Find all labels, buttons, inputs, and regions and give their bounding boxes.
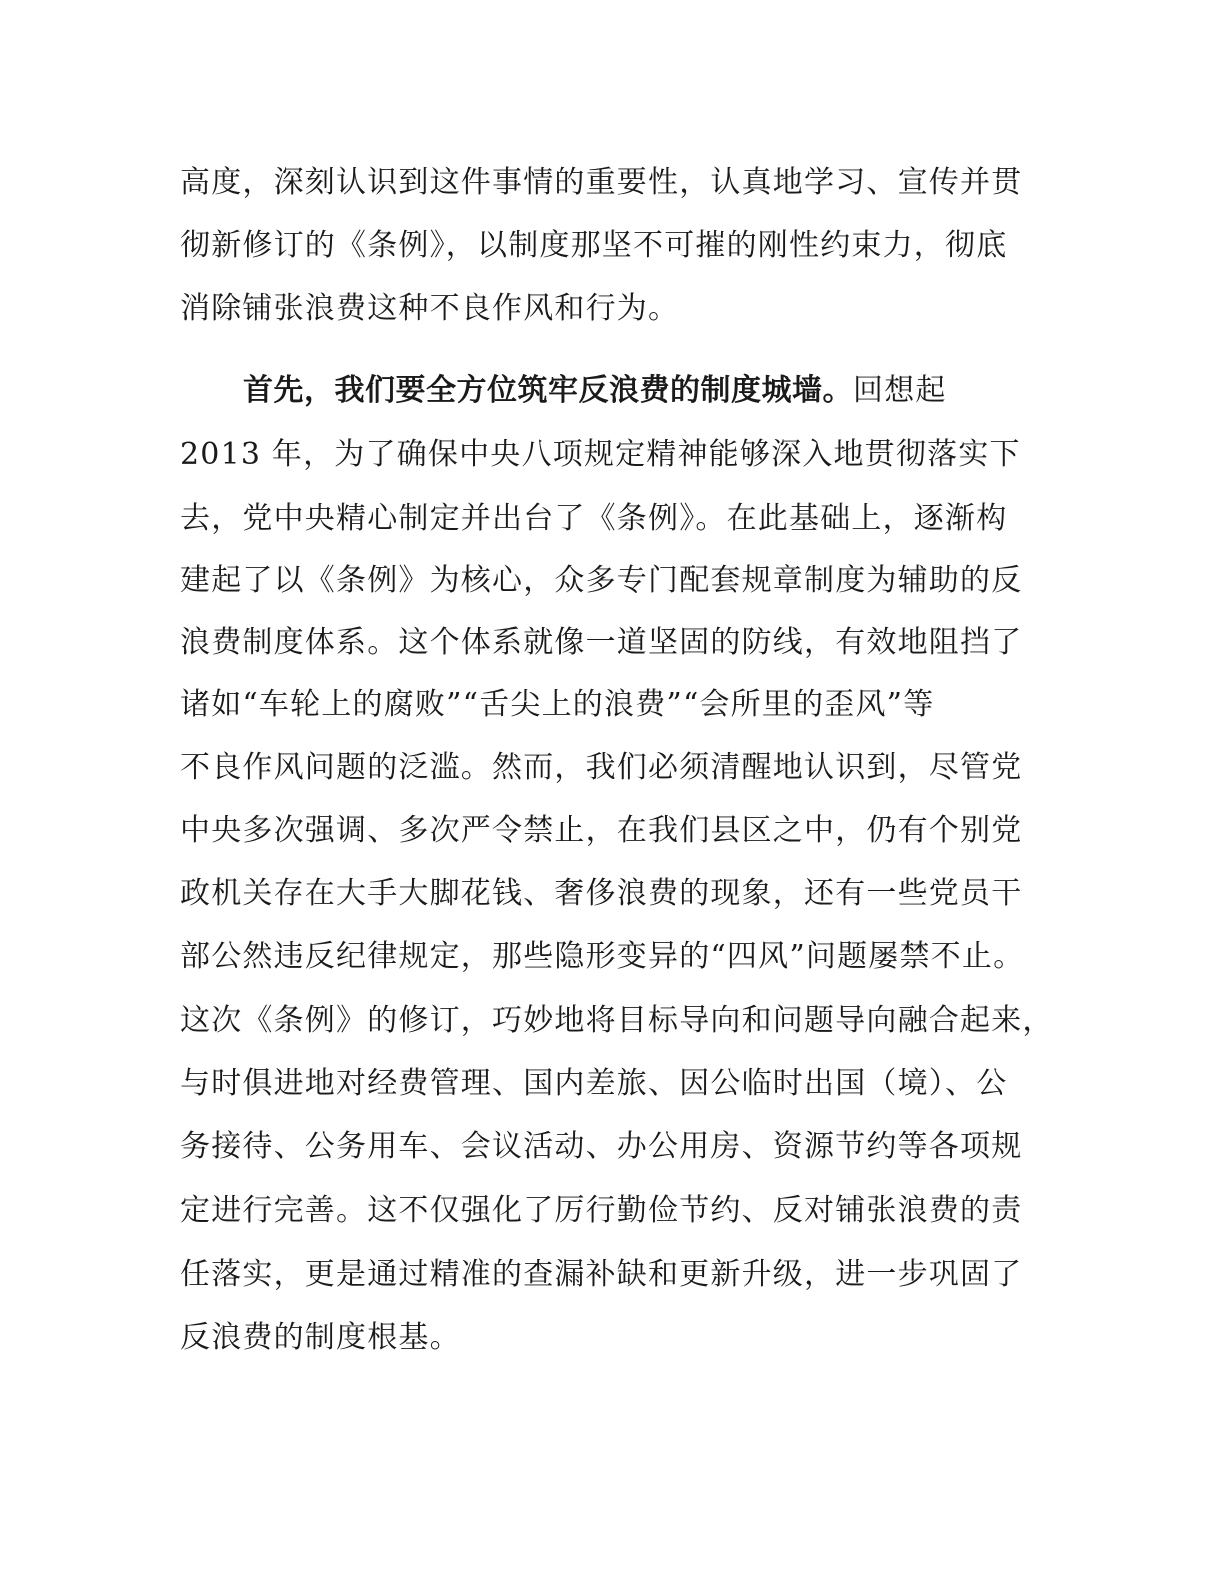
paragraph-2-line-13: 务接待、公务用车、会议活动、办公用房、资源节约等各项规 — [180, 1129, 1023, 1164]
paragraph-2-line-12: 与时俱进地对经费管理、国内差旅、因公临时出国（境）、公 — [180, 1066, 1008, 1101]
paragraph-2-line-4: 建起了以《条例》为核心，众多专门配套规章制度为辅助的反 — [180, 563, 1023, 598]
paragraph-2-line-3: 去，党中央精心制定并出台了《条例》。在此基础上，逐渐构 — [180, 501, 1008, 536]
paragraph-2-line-7: 不良作风问题的泛滥。然而，我们必须清醒地认识到，尽管党 — [180, 750, 1023, 785]
paragraph-1-line-3: 消除铺张浪费这种不良作风和行为。 — [180, 291, 680, 326]
paragraph-2-line-1 — [243, 366, 947, 416]
paragraph-2-line-15: 任落实，更是通过精准的查漏补缺和更新升级，进一步巩固了 — [180, 1257, 1023, 1292]
paragraph-1-line-2: 彻新修订的《条例》，以制度那坚不可摧的刚性约束力，彻底 — [180, 228, 1008, 263]
paragraph-2-line-9: 政机关存在大手大脚花钱、奢侈浪费的现象，还有一些党员干 — [180, 876, 1023, 911]
paragraph-2-line-8: 中央多次强调、多次严令禁止，在我们县区之中，仍有个别党 — [180, 813, 1023, 848]
paragraph-2-line-10: 部公然违反纪律规定，那些隐形变异的“四风”问题屡禁不止。 — [180, 939, 1025, 974]
paragraph-2-first-line-rest: 回想起 — [853, 373, 947, 408]
paragraph-2-heading: 首先，我们要全方位筑牢反浪费的制度城墙。 — [243, 373, 853, 408]
paragraph-2-line-6: 诸如“车轮上的腐败”“舌尖上的浪费”“会所里的歪风”等 — [180, 687, 935, 722]
paragraph-2-line-16: 反浪费的制度根基。 — [180, 1320, 461, 1355]
paragraph-2-line-14: 定进行完善。这不仅强化了厉行勤俭节约、反对铺张浪费的责 — [180, 1193, 1023, 1228]
paragraph-2-line-11: 这次《条例》的修订，巧妙地将目标导向和问题导向融合起来， — [180, 1003, 1054, 1038]
paragraph-2-line-2: 2013 年，为了确保中央八项规定精神能够深入地贯彻落实下 — [180, 437, 1021, 472]
paragraph-1-line-1: 高度，深刻认识到这件事情的重要性，认真地学习、宣传并贯 — [180, 165, 1023, 200]
paragraph-2-line-5: 浪费制度体系。这个体系就像一道坚固的防线，有效地阻挡了 — [180, 625, 1023, 660]
